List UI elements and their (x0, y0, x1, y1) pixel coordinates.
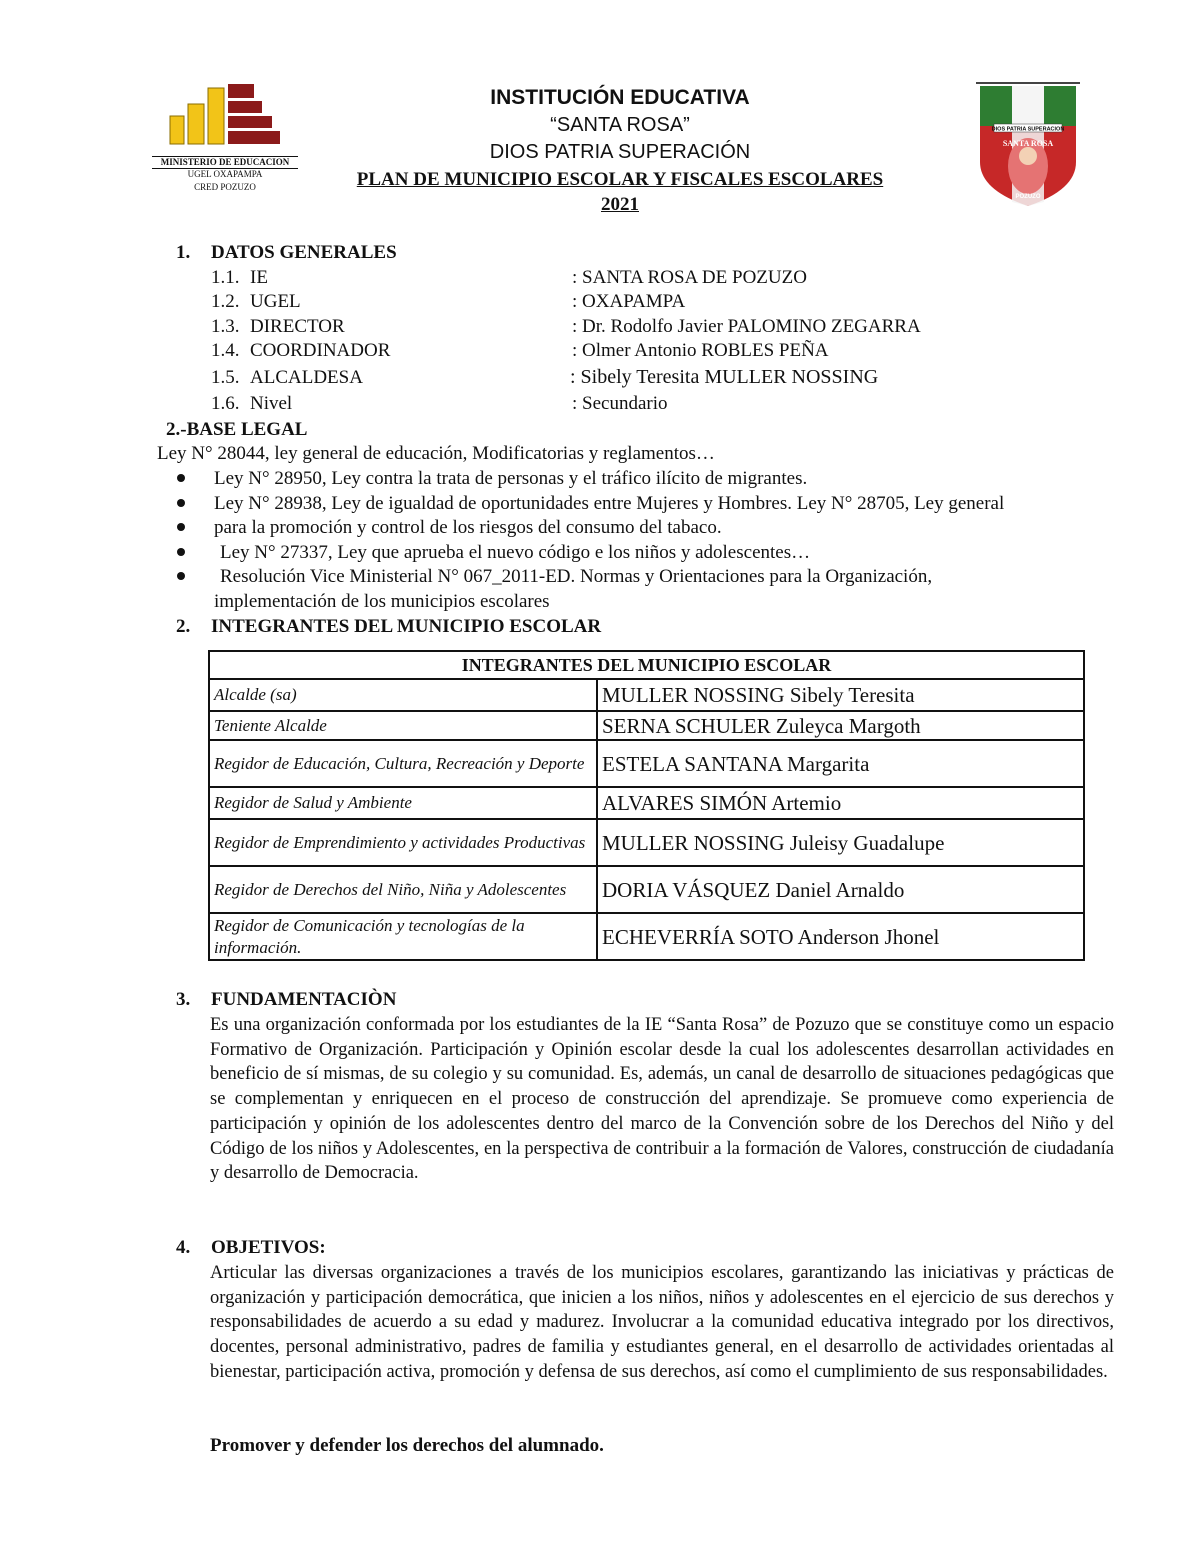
base-legal-item-cont: implementación de los municipios escolares (214, 591, 550, 612)
objetivos-text: Articular las diversas organizaciones a través de los municipios escolares, garantizando las iniciativas y prácticas de organización y participación democrática, que inicien a los niños, niños y adolescentes en el ejercicio de sus derechos y responsabilidades de acuerdo a su edad y madurez. Involucrar a la comunidad educativa integrado por los directivos, docentes, personal administrativo, padres de familia y estudiantes general, en el desarrollo de actividades orientadas al bienestar, participación activa, promoción y defensa de sus derechos, así como el cumplimiento de sus responsabilidades. (210, 1263, 1114, 1382)
bullet-icon (177, 499, 185, 507)
item-value: : Secundario (572, 393, 668, 414)
base-legal-item: Ley N° 28938, Ley de igualdad de oportunidades entre Mujeres y Hombres. Ley N° 28705, Ley general (214, 493, 1005, 514)
role-cell: Regidor de Emprendimiento y actividades Productivas (209, 819, 597, 866)
item-label: UGEL (250, 291, 301, 312)
section-number: 2. (176, 616, 191, 637)
item-value: : Dr. Rodolfo Javier PALOMINO ZEGARRA (572, 316, 921, 337)
item-value: : Olmer Antonio ROBLES PEÑA (572, 340, 829, 361)
member-cell: MULLER NOSSING Juleisy Guadalupe (597, 819, 1084, 866)
fundamentacion-text: Es una organización conformada por los estudiantes de la IE “Santa Rosa” de Pozuzo que se constituye como un espacio Formativo de Organización. Participación y Opinión escolar desde la cual los adolescentes desarrollan actividades en beneficio de sí mismas, de su colegio y su comunidad. Es, además, un canal de desarrollo de situaciones pedagógicas que se complementan y enriquecen en el proceso de construcción del aprendizaje. Se promueve como experiencia de participación y opinión de los adolescentes dentro del marco de la Convención sobre de los Derechos del Niño y del Código de los niños y Adolescentes, en la perspectiva de contribuir a la formación de Valores, construcción de ciudadanía y desarrollo de Democracia. (210, 1015, 1114, 1184)
item-label: ALCALDESA (250, 367, 363, 388)
role-cell: Regidor de Educación, Cultura, Recreación y Deporte (209, 740, 597, 787)
base-legal-item: Ley N° 28950, Ley contra la trata de personas y el tráfico ilícito de migrantes. (214, 468, 808, 489)
base-legal-item: para la promoción y control de los riesgos del consumo del tabaco. (214, 517, 722, 538)
table-header-row (209, 651, 1084, 679)
item-number: 1.2. (211, 291, 240, 312)
item-number: 1.6. (211, 393, 240, 414)
base-legal-intro: Ley N° 28044, ley general de educación, Modificatorias y reglamentos… (157, 443, 715, 464)
ugel-name: UGEL OXAPAMPA (187, 169, 263, 179)
bullet-icon (177, 548, 185, 556)
svg-text:POZUZO: POZUZO (1015, 194, 1041, 200)
svg-text:DIOS PATRIA SUPERACION: DIOS PATRIA SUPERACION (991, 126, 1065, 133)
section-number: 1. (176, 242, 191, 263)
table-row (209, 740, 1084, 787)
item-label: IE (250, 267, 268, 288)
item-label: DIRECTOR (250, 316, 345, 337)
table-row (209, 787, 1084, 819)
member-cell: ECHEVERRÍA SOTO Anderson Jhonel (597, 913, 1084, 960)
document-year: 2021 (601, 194, 639, 215)
item-value: : OXAPAMPA (572, 291, 686, 312)
member-cell: ESTELA SANTANA Margarita (597, 740, 1084, 787)
section-number: 3. (176, 989, 191, 1010)
objetivos-highlight: Promover y defender los derechos del alumnado. (210, 1435, 604, 1456)
table-header: INTEGRANTES DEL MUNICIPIO ESCOLAR (209, 651, 1084, 679)
cred-name: CRED POZUZO (194, 182, 256, 192)
ministry-logo (150, 80, 300, 200)
section-title-integrantes: INTEGRANTES DEL MUNICIPIO ESCOLAR (211, 616, 602, 637)
table-row (209, 711, 1084, 740)
school-motto: DIOS PATRIA SUPERACIÓN (489, 141, 751, 163)
institution-title: INSTITUCIÓN EDUCATIVA (490, 86, 750, 109)
item-label: Nivel (250, 393, 293, 414)
role-cell: Alcalde (sa) (209, 679, 597, 711)
role-cell: Regidor de Derechos del Niño, Niña y Adolescentes (209, 866, 597, 913)
ministry-name: MINISTERIO DE EDUCACION (160, 157, 290, 167)
municipio-table (208, 650, 1085, 961)
member-cell: MULLER NOSSING Sibely Teresita (597, 679, 1084, 711)
svg-text:SANTA ROSA: SANTA ROSA (1002, 139, 1054, 148)
item-number: 1.4. (211, 340, 240, 361)
base-legal-item: Ley N° 27337, Ley que aprueba el nuevo código e los niños y adolescentes… (220, 542, 811, 563)
role-cell: Teniente Alcalde (209, 711, 597, 740)
section-number: 4. (176, 1237, 191, 1258)
document-title: PLAN DE MUNICIPIO ESCOLAR Y FISCALES ESCOLARES (356, 169, 884, 190)
ministry-bars-icon (150, 80, 300, 160)
role-cell: Regidor de Comunicación y tecnologías de la información. (209, 913, 597, 960)
member-cell: DORIA VÁSQUEZ Daniel Arnaldo (597, 866, 1084, 913)
table-row (209, 866, 1084, 913)
table-row (209, 913, 1084, 960)
role-cell: Regidor de Salud y Ambiente (209, 787, 597, 819)
section-title-base-legal: 2.-BASE LEGAL (166, 419, 308, 440)
table-row (209, 819, 1084, 866)
item-value: : SANTA ROSA DE POZUZO (572, 267, 807, 288)
bullet-icon (177, 474, 185, 482)
item-value: : Sibely Teresita MULLER NOSSING (570, 366, 879, 388)
section-title-fundamentacion: FUNDAMENTACIÒN (211, 989, 397, 1010)
bullet-icon (177, 523, 185, 531)
member-cell: SERNA SCHULER Zuleyca Margoth (597, 711, 1084, 740)
bullet-icon (177, 572, 185, 580)
base-legal-item: Resolución Vice Ministerial N° 067_2011-ED. Normas y Orientaciones para la Organización, (220, 566, 933, 587)
member-cell: ALVARES SIMÓN Artemio (597, 787, 1084, 819)
school-name: “SANTA ROSA” (550, 114, 690, 136)
school-crest (972, 82, 1084, 208)
section-title-objetivos: OBJETIVOS: (211, 1237, 326, 1258)
item-label: COORDINADOR (250, 340, 391, 361)
item-number: 1.1. (211, 267, 240, 288)
shield-icon (972, 82, 1084, 208)
item-number: 1.3. (211, 316, 240, 337)
section-title-datos: DATOS GENERALES (211, 242, 397, 263)
item-number: 1.5. (211, 367, 240, 388)
table-row (209, 679, 1084, 711)
